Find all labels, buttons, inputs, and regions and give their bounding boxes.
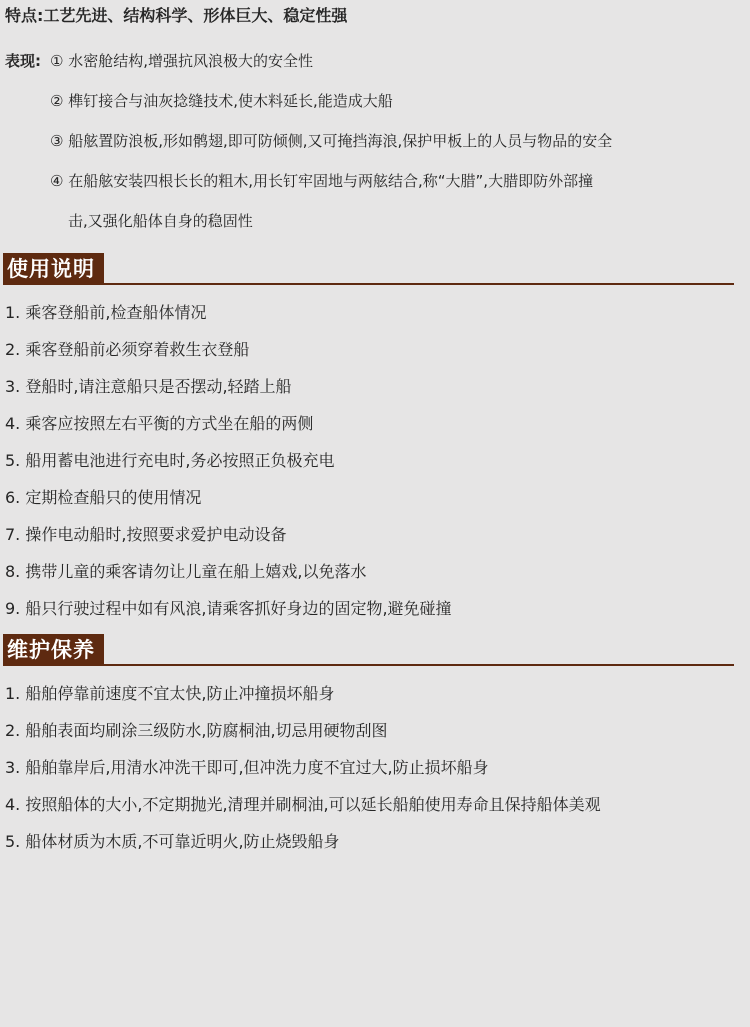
usage-header: [0, 253, 750, 287]
performance-item: [5, 169, 745, 209]
performance-label: 表现:: [5, 52, 41, 70]
performance-item-continuation: [5, 209, 745, 249]
performance-item-text: 击,又强化船体自身的稳固性: [68, 212, 253, 230]
list-item: 8. 携带儿童的乘客请勿让儿童在船上嬉戏,以免落水: [5, 562, 367, 581]
performance-item: [5, 49, 745, 89]
list-item: 4. 乘客应按照左右平衡的方式坐在船的两侧: [5, 414, 314, 433]
features-title: 特点:工艺先进、结构科学、形体巨大、稳定性强: [5, 6, 348, 25]
list-item: 4. 按照船体的大小,不定期抛光,清理并刷桐油,可以延长船舶使用寿命且保持船体美观: [5, 795, 601, 814]
section-divider: [3, 283, 734, 285]
usage-section: [0, 253, 750, 627]
maintenance-list: [0, 675, 750, 860]
list-item: 6. 定期检查船只的使用情况: [5, 488, 202, 507]
list-item: 3. 船舶靠岸后,用清水冲洗干即可,但冲洗力度不宜过大,防止损坏船身: [5, 758, 489, 777]
maintenance-title: 维护保养: [3, 634, 104, 666]
features-performance: [5, 49, 745, 249]
maintenance-header: [0, 634, 750, 668]
usage-list: [0, 294, 750, 627]
list-item: 7. 操作电动船时,按照要求爱护电动设备: [5, 525, 287, 544]
list-item: 9. 船只行驶过程中如有风浪,请乘客抓好身边的固定物,避免碰撞: [5, 599, 452, 618]
performance-item: [5, 89, 745, 129]
performance-item-text: ④ 在船舷安装四根长长的粗木,用长钉牢固地与两舷结合,称“大腊”,大腊即防外部撞: [50, 172, 594, 190]
performance-item: [5, 129, 745, 169]
list-item: 2. 船舶表面均刷涂三级防水,防腐桐油,切忌用硬物刮图: [5, 721, 388, 740]
usage-title: 使用说明: [3, 253, 104, 285]
performance-item-text: ① 水密舱结构,增强抗风浪极大的安全性: [50, 52, 313, 70]
maintenance-section: [0, 634, 750, 860]
list-item: 1. 船舶停靠前速度不宜太快,防止冲撞损坏船身: [5, 684, 335, 703]
section-divider: [3, 664, 734, 666]
list-item: 1. 乘客登船前,检查船体情况: [5, 303, 207, 322]
list-item: 5. 船用蓄电池进行充电时,务必按照正负极充电: [5, 451, 335, 470]
list-item: 3. 登船时,请注意船只是否摆动,轻踏上船: [5, 377, 292, 396]
performance-item-text: ③ 船舷置防浪板,形如鹘翅,即可防倾侧,又可掩挡海浪,保护甲板上的人员与物品的安全: [50, 132, 613, 150]
list-item: 5. 船体材质为木质,不可靠近明火,防止烧毁船身: [5, 832, 340, 851]
performance-item-text: ② 榫钉接合与油灰捻缝技术,使木料延长,能造成大船: [50, 92, 393, 110]
list-item: 2. 乘客登船前必须穿着救生衣登船: [5, 340, 250, 359]
